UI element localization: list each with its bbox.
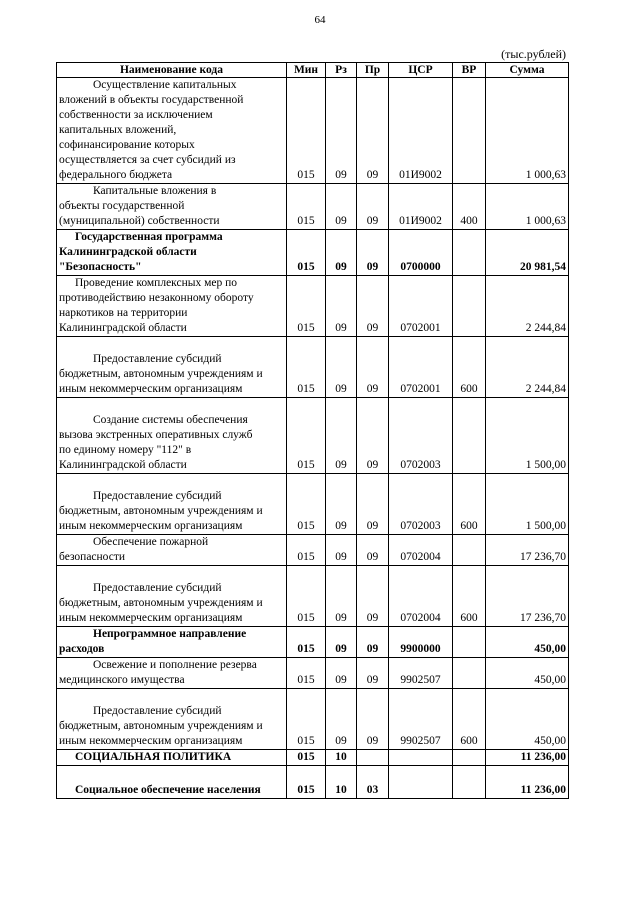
row-csr [389, 766, 453, 799]
row-csr: 9902507 [389, 689, 453, 750]
row-pr: 09 [357, 535, 389, 566]
table-header-row [57, 63, 569, 78]
table-row [57, 184, 569, 230]
row-sum: 1 000,63 [486, 184, 569, 230]
row-name: Проведение комплексных мер по противодействию незаконному обороту наркотиков на территории Калининградской области [57, 276, 287, 337]
table-row [57, 276, 569, 337]
table-row [57, 750, 569, 766]
row-vr [453, 627, 486, 658]
row-rz: 10 [326, 766, 357, 799]
row-min: 015 [287, 474, 326, 535]
row-vr: 600 [453, 689, 486, 750]
col-header-pr: Пр [357, 63, 389, 78]
row-pr: 03 [357, 766, 389, 799]
row-pr: 09 [357, 184, 389, 230]
row-pr: 09 [357, 689, 389, 750]
row-name: Государственная программа Калининградской области "Безопасность" [57, 230, 287, 276]
row-vr [453, 750, 486, 766]
table-row [57, 766, 569, 799]
row-name: Предоставление субсидий бюджетным, автономным учреждениям и иным некоммерческим организациям [57, 566, 287, 627]
row-rz: 09 [326, 276, 357, 337]
row-name: Осуществление капитальных вложений в объекты государственной собственности за исключением капитальных вложений, софинансирование которых осуществляется за счет субсидий из федерального бюджета [57, 78, 287, 184]
col-header-csr: ЦСР [389, 63, 453, 78]
row-name: Предоставление субсидий бюджетным, автономным учреждениям и иным некоммерческим организациям [57, 337, 287, 398]
row-csr: 0702001 [389, 276, 453, 337]
row-min: 015 [287, 230, 326, 276]
table-row [57, 566, 569, 627]
table-row [57, 627, 569, 658]
row-min: 015 [287, 78, 326, 184]
row-name: Освежение и пополнение резерва медицинского имущества [57, 658, 287, 689]
row-vr [453, 78, 486, 184]
row-pr: 09 [357, 78, 389, 184]
row-pr: 09 [357, 230, 389, 276]
row-name: Предоставление субсидий бюджетным, автономным учреждениям и иным некоммерческим организациям [57, 689, 287, 750]
row-min: 015 [287, 398, 326, 474]
row-vr [453, 398, 486, 474]
row-min: 015 [287, 627, 326, 658]
row-vr [453, 766, 486, 799]
row-csr: 01И9002 [389, 78, 453, 184]
row-csr: 0702003 [389, 398, 453, 474]
row-rz: 09 [326, 184, 357, 230]
table-row [57, 689, 569, 750]
row-rz: 09 [326, 398, 357, 474]
row-pr: 09 [357, 658, 389, 689]
row-csr [389, 750, 453, 766]
row-pr: 09 [357, 474, 389, 535]
units-label: (тыс.рублей) [501, 47, 566, 61]
row-csr: 9900000 [389, 627, 453, 658]
col-header-name: Наименование кода [57, 63, 287, 78]
row-rz: 09 [326, 78, 357, 184]
row-sum: 11 236,00 [486, 750, 569, 766]
row-rz: 10 [326, 750, 357, 766]
row-sum: 450,00 [486, 689, 569, 750]
table-row [57, 658, 569, 689]
row-name: Предоставление субсидий бюджетным, автономным учреждениям и иным некоммерческим организациям [57, 474, 287, 535]
row-name: СОЦИАЛЬНАЯ ПОЛИТИКА [57, 750, 287, 766]
row-vr [453, 276, 486, 337]
row-pr: 09 [357, 627, 389, 658]
row-sum: 11 236,00 [486, 766, 569, 799]
row-min: 015 [287, 750, 326, 766]
budget-table [56, 62, 569, 799]
row-rz: 09 [326, 474, 357, 535]
row-csr: 0702001 [389, 337, 453, 398]
row-sum: 17 236,70 [486, 535, 569, 566]
row-rz: 09 [326, 230, 357, 276]
row-rz: 09 [326, 689, 357, 750]
row-sum: 2 244,84 [486, 337, 569, 398]
row-sum: 450,00 [486, 627, 569, 658]
table-row [57, 474, 569, 535]
row-csr: 9902507 [389, 658, 453, 689]
table-row [57, 230, 569, 276]
row-sum: 1 000,63 [486, 78, 569, 184]
row-name: Капитальные вложения в объекты государственной (муниципальной) собственности [57, 184, 287, 230]
col-header-sum: Сумма [486, 63, 569, 78]
row-name: Социальное обеспечение населения [57, 766, 287, 799]
table-row [57, 337, 569, 398]
row-vr [453, 230, 486, 276]
row-name: Создание системы обеспечения вызова экстренных оперативных служб по единому номеру "112" в Калининградской области [57, 398, 287, 474]
row-min: 015 [287, 658, 326, 689]
row-name: Обеспечение пожарной безопасности [57, 535, 287, 566]
row-pr: 09 [357, 276, 389, 337]
row-sum: 1 500,00 [486, 398, 569, 474]
row-min: 015 [287, 566, 326, 627]
row-rz: 09 [326, 658, 357, 689]
row-sum: 20 981,54 [486, 230, 569, 276]
row-vr [453, 535, 486, 566]
row-rz: 09 [326, 535, 357, 566]
row-min: 015 [287, 184, 326, 230]
row-csr: 0702003 [389, 474, 453, 535]
row-csr: 0700000 [389, 230, 453, 276]
row-pr: 09 [357, 566, 389, 627]
row-min: 015 [287, 337, 326, 398]
row-min: 015 [287, 689, 326, 750]
col-header-min: Мин [287, 63, 326, 78]
row-csr: 0702004 [389, 535, 453, 566]
page-number: 64 [314, 14, 326, 26]
row-sum: 2 244,84 [486, 276, 569, 337]
row-rz: 09 [326, 566, 357, 627]
row-vr: 600 [453, 566, 486, 627]
col-header-rz: Рз [326, 63, 357, 78]
row-vr: 400 [453, 184, 486, 230]
table-row [57, 398, 569, 474]
row-pr: 09 [357, 337, 389, 398]
row-sum: 17 236,70 [486, 566, 569, 627]
row-min: 015 [287, 276, 326, 337]
row-sum: 450,00 [486, 658, 569, 689]
row-min: 015 [287, 766, 326, 799]
row-vr: 600 [453, 474, 486, 535]
row-vr [453, 658, 486, 689]
row-csr: 01И9002 [389, 184, 453, 230]
row-name: Непрограммное направление расходов [57, 627, 287, 658]
row-min: 015 [287, 535, 326, 566]
row-rz: 09 [326, 627, 357, 658]
row-pr: 09 [357, 398, 389, 474]
table-row [57, 535, 569, 566]
row-vr: 600 [453, 337, 486, 398]
col-header-vr: ВР [453, 63, 486, 78]
row-pr [357, 750, 389, 766]
row-csr: 0702004 [389, 566, 453, 627]
row-rz: 09 [326, 337, 357, 398]
row-sum: 1 500,00 [486, 474, 569, 535]
table-row [57, 78, 569, 184]
